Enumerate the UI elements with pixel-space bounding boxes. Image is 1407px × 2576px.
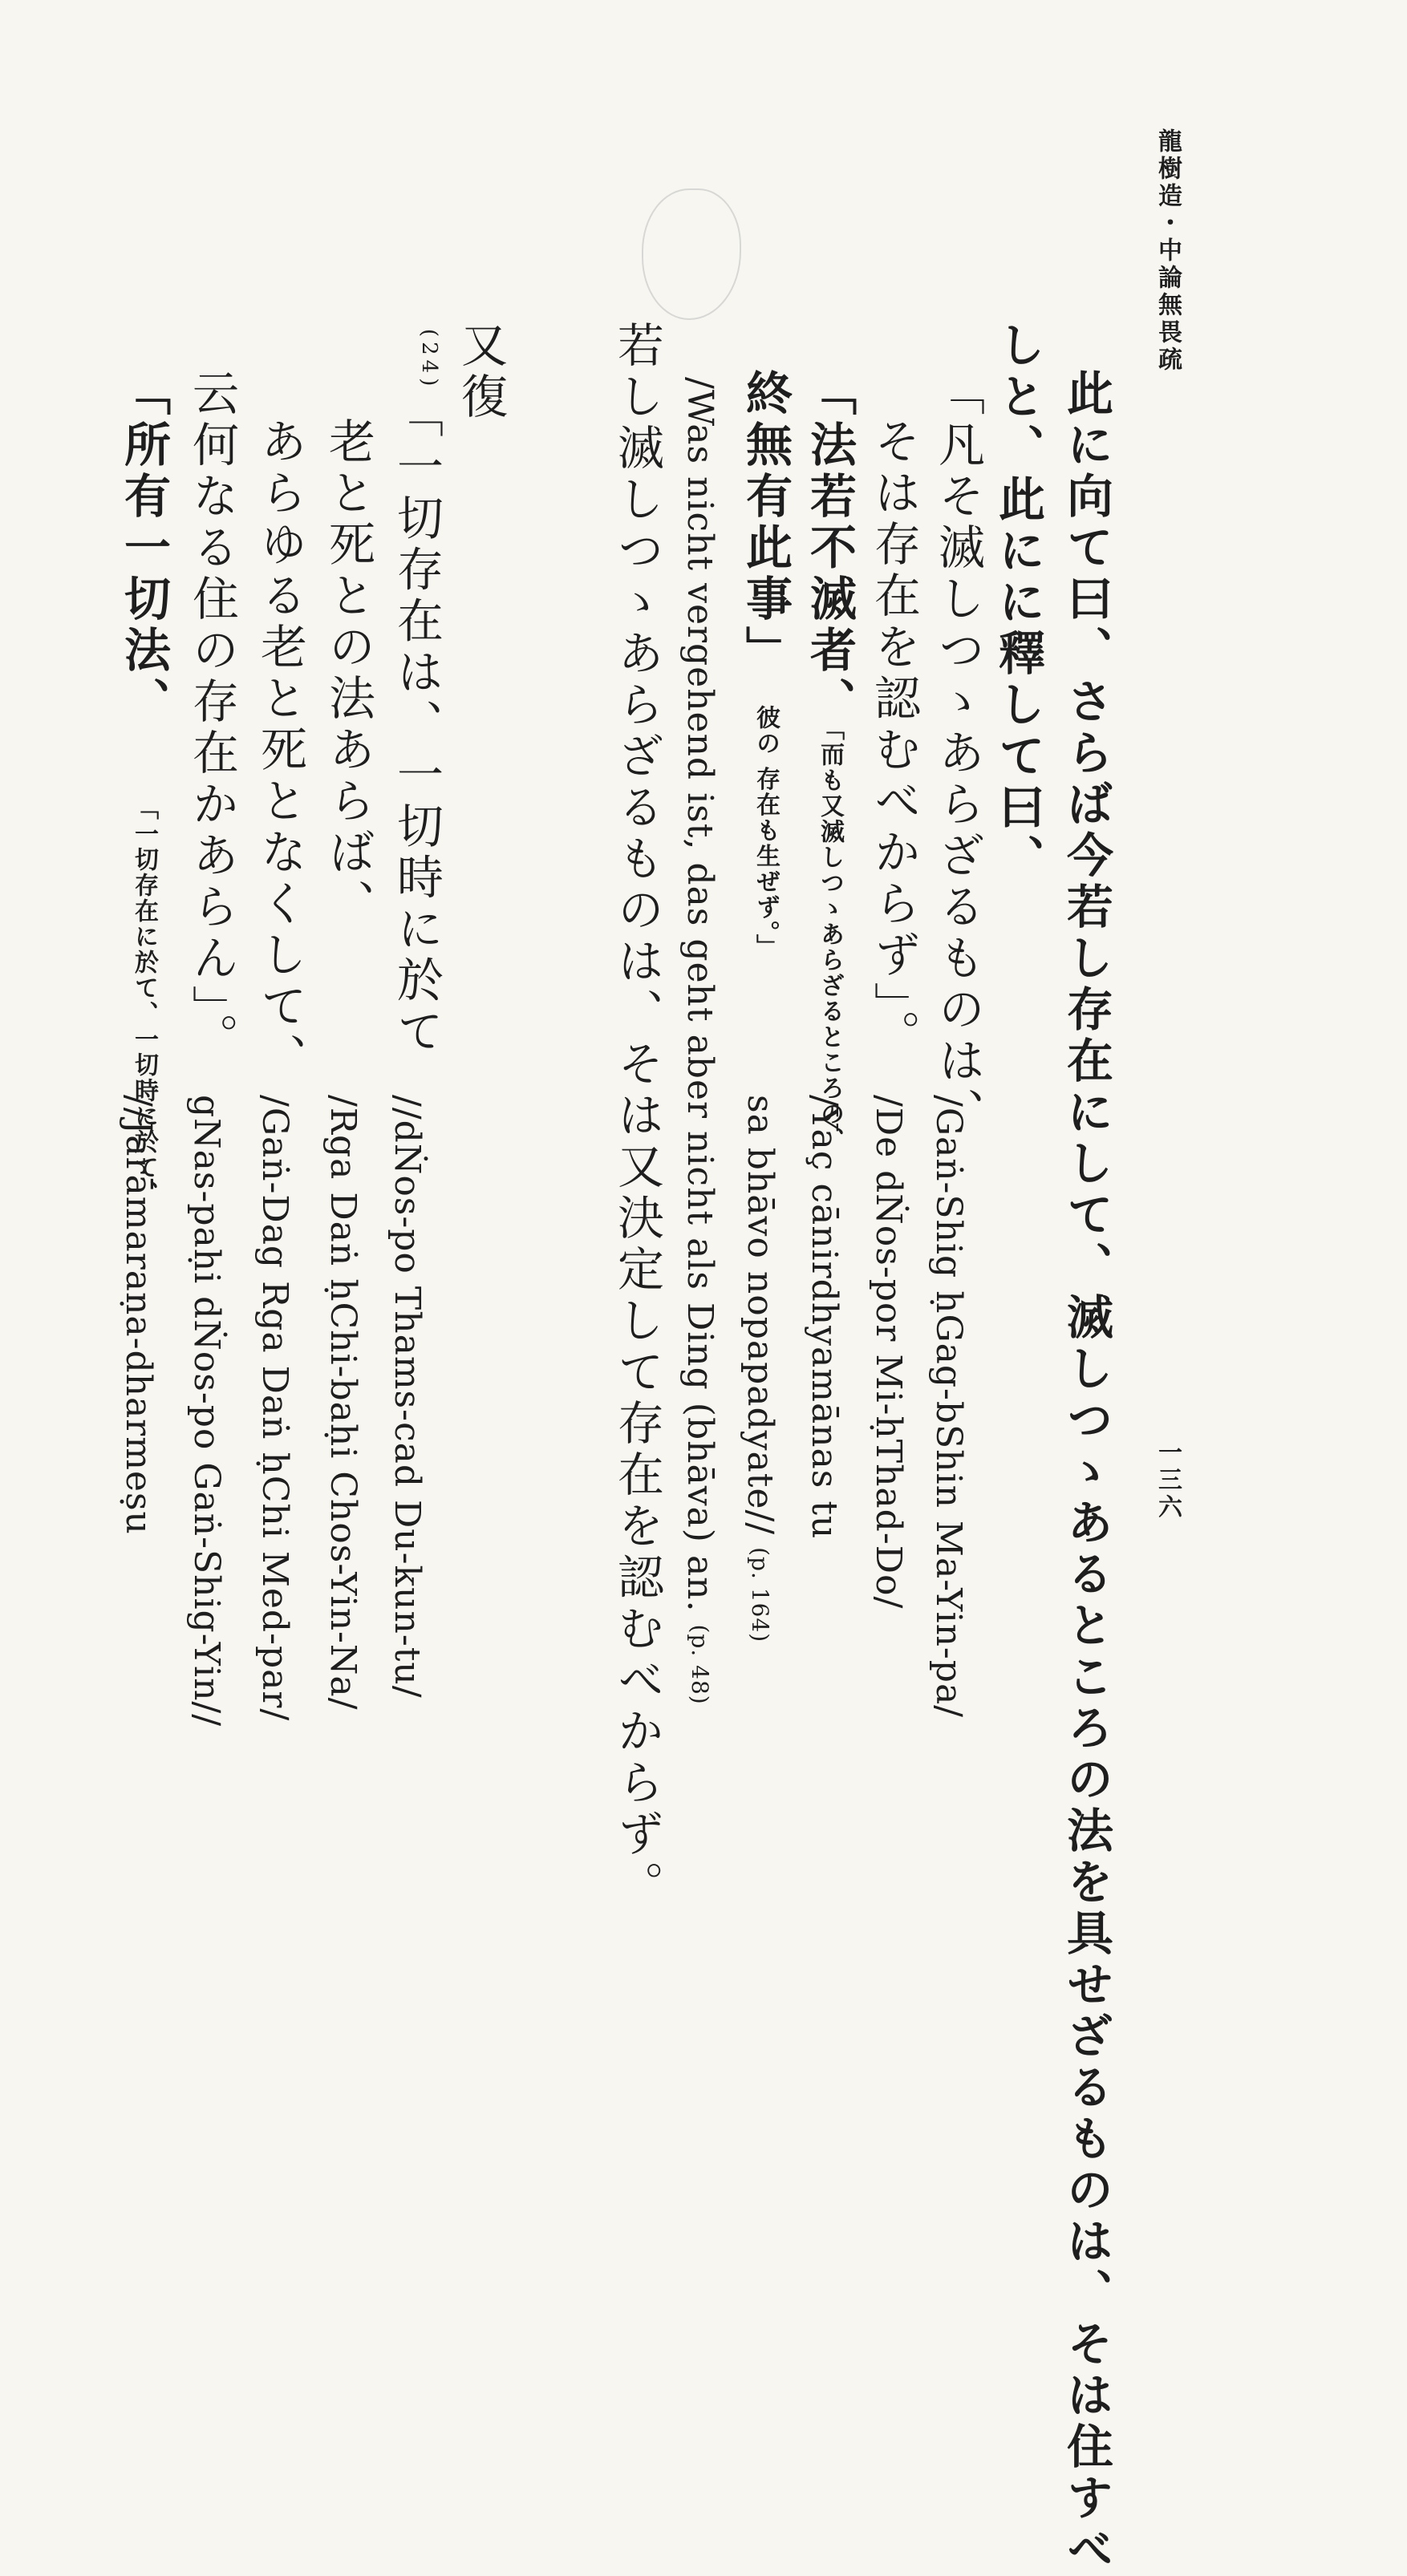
library-stamp (642, 188, 741, 320)
transliteration: /De dṄos-por Mi-ḥThad-Do/ (868, 1095, 909, 1610)
transliteration: /Yaç cānirdhyamānas tu (804, 1095, 845, 1540)
text-column (738, 369, 793, 960)
text-column: そは存在を認むべからず」。 (866, 417, 921, 1061)
text-column: 此に向て曰、さらば今若し存在にして、滅しつゝあるところの法を具せざるものは、そは住すべ (1059, 369, 1113, 2576)
verse-translation: 「而も又滅しつゝあらざるところの、 (816, 728, 844, 1152)
transliteration: /Rga Daṅ ḥChi-baḥi Chos-Yin-Na/ (322, 1095, 363, 1711)
verse-text: 終無有此事」 (738, 369, 793, 654)
text-column: 老と死との法あらば、 (321, 417, 375, 930)
text-column (116, 369, 171, 1206)
text-column (389, 329, 444, 1059)
verse-number: (24) (417, 329, 441, 391)
page-reference: (p. 48) (687, 1624, 713, 1705)
verse-translation: 彼の 存在も生ぜず。」 (752, 705, 780, 960)
book-title: 龍樹造・中論無畏疏 (1154, 128, 1182, 374)
text-column: 又復 (453, 321, 508, 423)
text-column: しと、此にに釋して曰、 (991, 321, 1045, 885)
transliteration (740, 1095, 781, 1643)
german-translation (679, 377, 720, 1705)
sanskrit-line: sa bhāvo nopapadyate// (740, 1095, 781, 1536)
text-column: 云何なる住の存在かあらん」。 (184, 369, 239, 1064)
text-column (802, 369, 857, 1152)
verse-translation: 「一切存在に於て、一切時に於て、 (130, 808, 158, 1206)
text-column: 「凡そ滅しつゝあらざるものは、 (931, 369, 985, 1139)
page-reference: (p. 164) (747, 1547, 773, 1643)
text-column: あらゆる老と死となくして、 (253, 417, 307, 1084)
transliteration: gNas-paḥi dṄos-po Gaṅ-Shig-Yin// (186, 1095, 227, 1727)
transliteration: //Jarāmaraṇa-dharmeṣu (118, 1095, 159, 1535)
transliteration: /Gaṅ-Dag Rga Daṅ ḥChi Med-par/ (254, 1095, 295, 1722)
page-number: 一三六 (1154, 1440, 1182, 1521)
transliteration: /Gaṅ-Shig ḥGag-bShin Ma-Yin-pa/ (928, 1095, 969, 1719)
verse-text: 「法若不滅者、 (802, 369, 857, 728)
verse-text: 「一切存在は、一切時に於て (389, 391, 444, 1059)
verse-text: 「所有一切法、 (116, 369, 171, 705)
german-line: /Was nicht vergehend ist, das geht aber nicht als Ding (bhāva) an. (679, 377, 720, 1613)
transliteration: //dṄos-po Thams-cad Du-kun-tu/ (387, 1095, 428, 1699)
text-column: 若し滅しつゝあらざるものは、そは又決定して存在を認むべからず。 (610, 321, 664, 1912)
